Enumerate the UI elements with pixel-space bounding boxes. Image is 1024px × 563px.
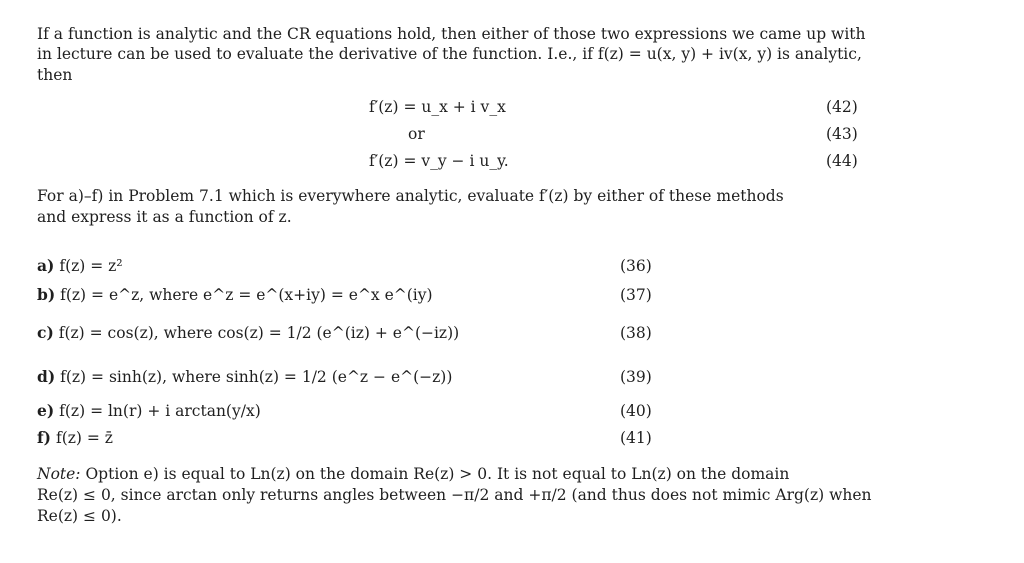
item-a-expression: f(z) = z² [59, 257, 123, 275]
intro-line-1: If a function is analytic and the CR equations hold, then either of those two expressions we came up with [37, 25, 866, 43]
note-line-2: Re(z) ≤ 0, since arctan only returns angles between −π/2 and +π/2 (and thus does not mimic Arg(z) when [37, 486, 872, 504]
item-e-number: (40) [620, 402, 652, 420]
item-b-label: b) [37, 285, 56, 304]
note-text-1: Option e) is equal to Ln(z) on the domain Re(z) > 0. It is not equal to Ln(z) on the domain [85, 465, 790, 483]
item-b-number: (37) [620, 286, 652, 304]
task-line-1: For a)–f) in Problem 7.1 which is everywhere analytic, evaluate f′(z) by either of these methods [37, 187, 784, 205]
item-d [37, 367, 452, 387]
equation-42: f′(z) = u_x + i v_x [369, 98, 506, 116]
note-label: Note: [37, 465, 81, 483]
task-line-2: and express it as a function of z. [37, 208, 292, 226]
equation-43: or [408, 125, 425, 143]
item-c-number: (38) [620, 324, 652, 342]
item-c-expression: f(z) = cos(z), where cos(z) = 1/2 (e^(iz) + e^(−iz)) [58, 324, 460, 342]
item-f-expression: f(z) = z̄ [55, 429, 113, 447]
item-e-label: e) [37, 401, 55, 420]
item-a-number: (36) [620, 257, 652, 275]
intro-line-2: in lecture can be used to evaluate the derivative of the function. I.e., if f(z) = u(x, y) + iv(x, y) is analytic, [37, 45, 862, 63]
item-e-expression: f(z) = ln(r) + i arctan(y/x) [59, 402, 261, 420]
note-line-3: Re(z) ≤ 0). [37, 507, 122, 525]
equation-number-44: (44) [826, 152, 858, 170]
item-a-label: a) [37, 256, 55, 275]
item-f-number: (41) [620, 429, 652, 447]
equation-number-43: (43) [826, 125, 858, 143]
item-d-number: (39) [620, 368, 652, 386]
item-c [37, 323, 459, 343]
equation-number-42: (42) [826, 98, 858, 116]
item-d-label: d) [37, 367, 56, 386]
note-line-1 [37, 464, 789, 484]
intro-line-3: then [37, 66, 73, 84]
item-b-expression: f(z) = e^z, where e^z = e^(x+iy) = e^x e^(iy) [60, 286, 433, 304]
item-e [37, 401, 261, 421]
item-a [37, 256, 123, 276]
item-f [37, 428, 113, 448]
equation-44: f′(z) = v_y − i u_y. [369, 152, 509, 170]
item-b [37, 285, 433, 305]
item-d-expression: f(z) = sinh(z), where sinh(z) = 1/2 (e^z − e^(−z)) [60, 368, 453, 386]
item-c-label: c) [37, 323, 54, 342]
item-f-label: f) [37, 428, 52, 447]
